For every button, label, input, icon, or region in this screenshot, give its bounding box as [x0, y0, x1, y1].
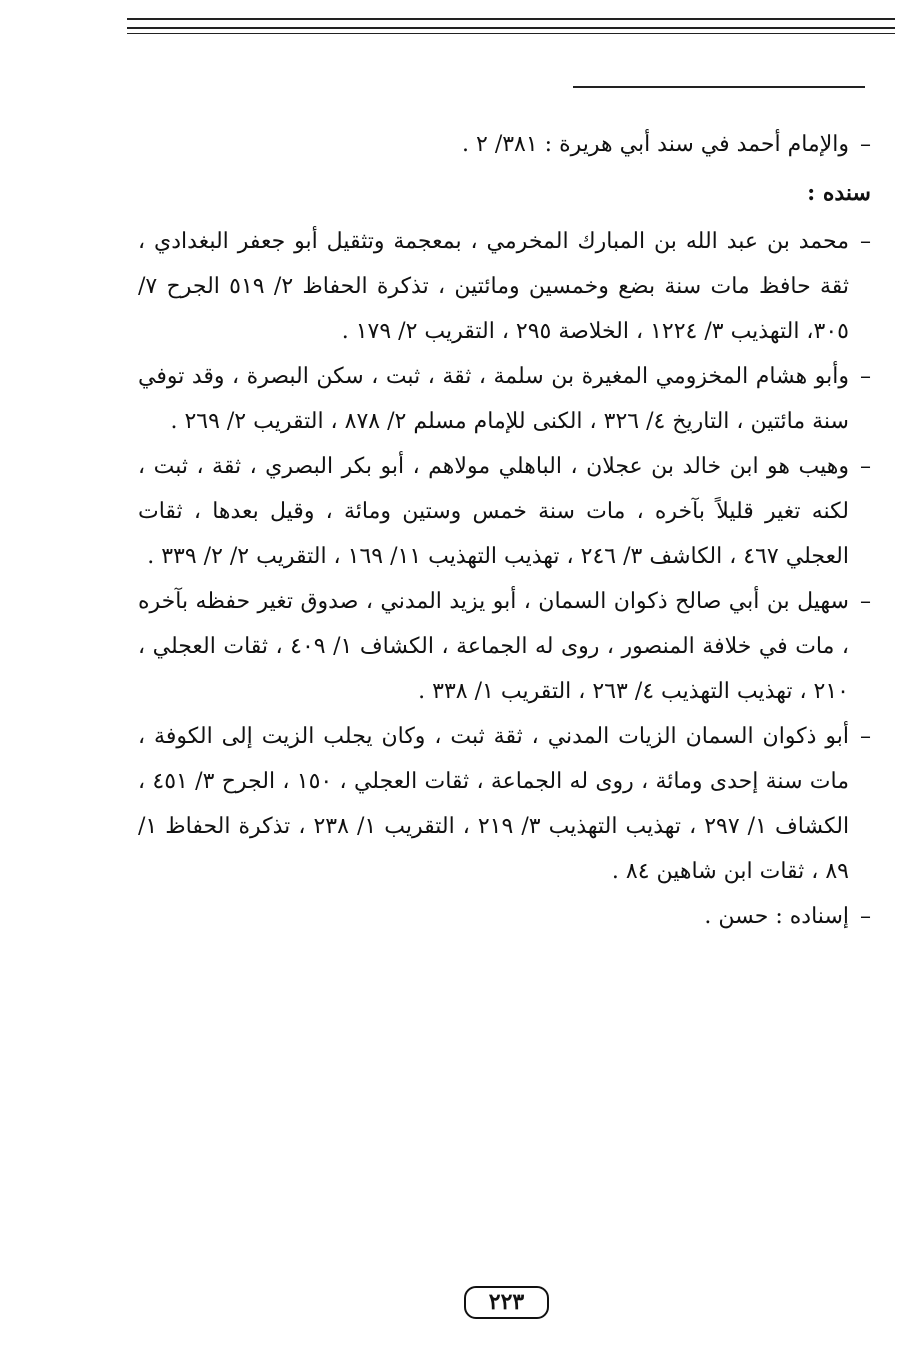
page-number: ٢٢٣	[464, 1286, 549, 1319]
narrator-entry: – أبو ذكوان السمان الزيات المدني ، ثقة ثبت ، وكان يجلب الزيت إلى الكوفة ، مات سنة إحدى ومائة ، روى له الجماعة ، ثقات العجلي ، ١٥٠ ، الجرح ٣/ ٤٥١ ، الكشاف ١/ ٢٩٧ ، تهذيب التهذيب ٣/ ٢١٩ ، التقريب ١/ ٢٣٨ ، تذكرة الحفاظ ١/ ٨٩ ، ثقات ابن شاهين ٨٤ .	[138, 724, 871, 884]
musnad-reference: – والإمام أحمد في سند أبي هريرة : ٣٨١/ ٢ .	[462, 132, 871, 157]
narrator-entry: – وأبو هشام المخزومي المغيرة بن سلمة ، ثقة ، ثبت ، سكن البصرة ، وقد توفي سنة مائتين ، التاريخ ٤/ ٣٢٦ ، الكنى للإمام مسلم ٢/ ٨٧٨ ، التقريب ٢/ ٢٦٩ .	[138, 364, 871, 434]
narrator-entry: – وهيب هو ابن خالد بن عجلان ، الباهلي مولاهم ، أبو بكر البصري ، ثقة ، ثبت ، لكنه تغير قليلاً بآخره ، مات سنة خمس وستين ومائة ، وقيل بعدها ، ثقات العجلي ٤٦٧ ، الكاشف ٣/ ٢٤٦ ، تهذيب التهذيب ١١/ ١٦٩ ، التقريب ٢/ ٢/ ٣٣٩ .	[138, 454, 871, 569]
header-rule	[127, 33, 895, 34]
narrator-entry: – محمد بن عبد الله بن المبارك المخرمي ، بمعجمة وتثقيل أبو جعفر البغدادي ، ثقة حافظ مات سنة بضع وخمسين ومائتين ، تذكرة الحفاظ ٢/ ٥١٩ الجرح ٧/ ٣٠٥، التهذيب ٣/ ١٢٢٤ ، الخلاصة ٢٩٥ ، التقريب ٢/ ١٧٩ .	[138, 229, 871, 344]
narrator-entry: – سهيل بن أبي صالح ذكوان السمان ، أبو يزيد المدني ، صدوق تغير حفظه بآخره ، مات في خلافة المنصور ، روى له الجماعة ، الكشاف ١/ ٤٠٩ ، ثقات العجلي ، ٢١٠ ، تهذيب التهذيب ٤/ ٢٦٣ ، التقريب ١/ ٣٣٨ .	[138, 589, 871, 704]
footnote-rule	[573, 86, 865, 88]
page-body	[138, 122, 871, 939]
isnad-verdict: – إسناده : حسن .	[704, 904, 871, 929]
header-rule	[127, 27, 895, 29]
section-heading: سنده :	[807, 180, 871, 206]
header-rule	[127, 18, 895, 20]
